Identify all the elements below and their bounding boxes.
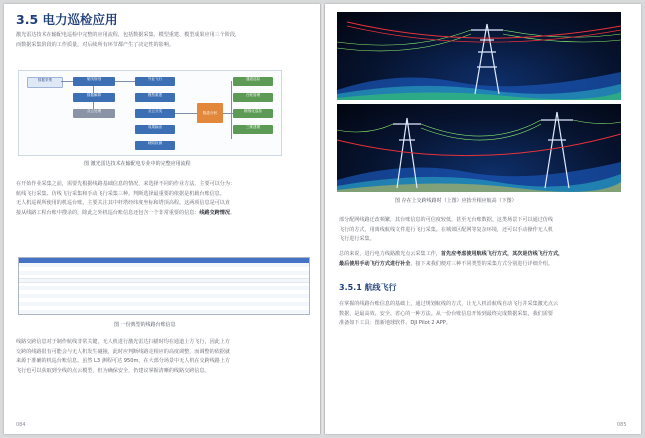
ledger-spreadsheet xyxy=(18,257,310,315)
para2-bold: 最后使用手动飞行方式进行补全 xyxy=(339,260,411,267)
point-cloud-bottom-svg xyxy=(337,104,621,192)
body-paragraph xyxy=(16,180,310,218)
bottom-line: 来源于准确的机巡台账信息。虽然 L3 测程可达 950m，在大部分场景中无人机在交跨线路上方 xyxy=(16,358,231,365)
para2-text: ，接下来我们便对三种不同类型的采集方式分别进行详细介绍。 xyxy=(410,260,553,267)
figure-caption: 图 一份典型的线路台账信息 xyxy=(114,322,176,328)
flow-arrow xyxy=(61,81,73,82)
intro-paragraph xyxy=(16,31,310,50)
paragraph-3 xyxy=(339,300,633,329)
para2-bold: 首先应考虑使用航线飞行方式，其次是仿线飞行方式， xyxy=(440,251,564,257)
body-line: 无人机巡视所使用的机巡台账，主要关注其中杆塔经纬度坐标和塔顶高程。这两项信息是可以直 xyxy=(16,200,230,207)
figure-caption: 图 存在上交跨线路时（上图）应抬升相应航高（下图） xyxy=(395,198,517,204)
flow-node: 点云处理 xyxy=(73,109,115,118)
flow-node: 点云分类 xyxy=(135,109,175,118)
flow-node: 数据采集 xyxy=(27,77,63,88)
para3-line: 在掌握的线路台账信息的基础上，通过规划航线的方式，让无人机沿航线自动飞行并采集激光点云 xyxy=(339,301,559,307)
flow-arrow xyxy=(93,102,94,109)
right-page xyxy=(325,4,641,434)
flow-node: 成果输出 xyxy=(135,125,175,134)
body-line xyxy=(16,209,310,219)
para2-line xyxy=(339,250,633,260)
left-page xyxy=(4,4,320,434)
para1-line: 部分配网线路迁改频繁，其台账信息的可信度较低，甚至无台账数据。这类场景下可以通过仿线 xyxy=(339,217,553,223)
bottom-line: 飞行也可以获取到全线的点云模型，但为确保安全，仍建议掌握清晰的线路交跨信息。 xyxy=(16,367,210,374)
paragraph-2 xyxy=(339,250,633,269)
section-title: 3.5 电力巡检应用 xyxy=(16,12,118,27)
flow-node: 外业飞行 xyxy=(135,77,175,86)
body-line: 在开始作业采集之前，需要先根据线路基础信息的情况，来选择不同的作业方法，主要可以分为： xyxy=(16,181,236,187)
workflow-diagram xyxy=(18,70,282,156)
intro-line: 而数据采集阶段的工作质量，对后续所有环节都产生了决定性的影响。 xyxy=(16,41,174,48)
flow-node: 数据解算 xyxy=(73,93,115,102)
flow-arrow xyxy=(93,86,94,93)
sheet-row xyxy=(19,310,309,315)
flow-node: 三维建模 xyxy=(233,125,273,134)
point-cloud-image-bottom xyxy=(337,104,621,192)
point-cloud-image-top xyxy=(337,12,621,100)
subsection-title: 3.5.1 航线飞行 xyxy=(339,283,397,292)
flow-node: 台账管理 xyxy=(233,93,273,102)
para1-line: 飞行进行采集。 xyxy=(339,236,375,243)
page-number: 085 xyxy=(617,422,627,428)
intro-line: 激光雷达技术在输配电巡检中完整的应用流程，包括数据采集、模型重建、模型成果应用三个阶段， xyxy=(16,32,241,38)
para3-line: 数据，是最高效、安全、省心的一种方法。从一份台账信息开始到最终完成数据采集，我们需要 xyxy=(339,310,553,317)
paragraph-1 xyxy=(339,216,633,245)
flow-arrow xyxy=(175,113,197,114)
bottom-line: 交跨的线路很有可能会与无人机发生碰撞，此时应判断线路走相应的高度调整，而调整的依据就 xyxy=(16,348,230,355)
para2-line xyxy=(339,260,633,270)
flow-node: 精细化巡检 xyxy=(233,109,273,118)
flow-node: 航线规划 xyxy=(73,77,115,86)
para3-line: 准备如下工具：图新地球软件、DJI Pilot 2 APP。 xyxy=(339,320,451,327)
flow-node: 隐患分析 xyxy=(197,103,223,123)
bottom-paragraph xyxy=(16,338,310,376)
figure-caption: 图 激光雷达技术在输配电专业中的完整应用流程 xyxy=(84,161,191,167)
flow-arrow xyxy=(115,81,135,82)
body-bold-term: 线路交跨情况 xyxy=(199,209,230,216)
para1-line: 飞行的方式，用离线航线文件进行飞行采集。在城郊区配网等复杂环境，还可以手动操作无人机 xyxy=(339,226,553,233)
flow-node: 通道巡检 xyxy=(233,77,273,86)
para2-text: 总的来说，进行电力线路激光点云采集工作， xyxy=(339,251,441,257)
bottom-line: 线路交跨信息对于制作航线非常关键，无人机进行激光雷达扫描时均在通道上方飞行，因此上方 xyxy=(16,339,230,345)
body-line: 航线飞行采集、仿线飞行采集和手动飞行采集三种。判断选择最重要的依据是机载台账信息。 xyxy=(16,190,225,197)
page-number: 084 xyxy=(16,422,26,428)
point-cloud-top-svg xyxy=(337,12,621,100)
flow-arrow xyxy=(231,81,232,139)
body-line-text: 接从线路工程台账中搜录的，除此之外机巡台账信息还包含一个非常重要的信息： xyxy=(16,209,200,216)
flow-node: 模型重建 xyxy=(135,93,175,102)
body-line-end: 。 xyxy=(229,209,236,216)
flow-node: 缺陷检测 xyxy=(135,141,175,150)
